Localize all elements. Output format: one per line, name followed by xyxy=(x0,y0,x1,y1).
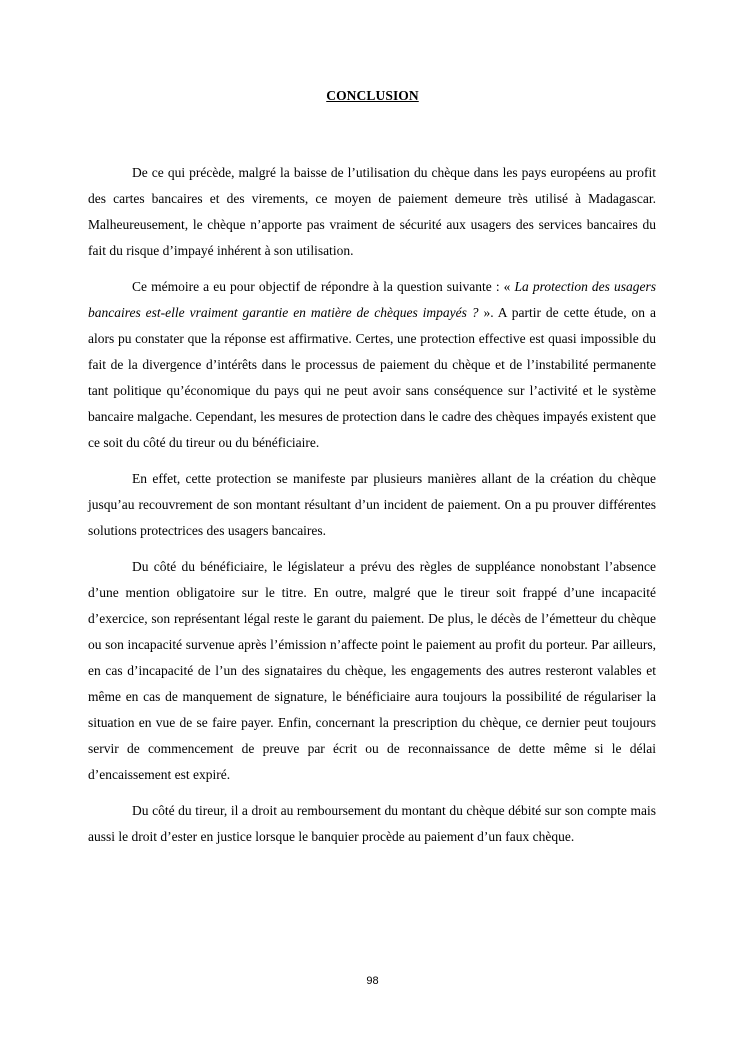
paragraph-2-rest: ». A partir de cette étude, on a alors pu constater que la réponse est affirmative. Certes, une protection effective est quasi impossible du fait de la divergence d’intérêts dans le processus de paiement du chèque et de l’instabilité permanente tant politique qu’économique du pays qui ne peut avoir sans conséquence sur l’activité et le système bancaire malgache. Cependant, les mesures de protection dans le cadre des chèques impayés existent que ce soit du côté du tireur ou du bénéficiaire. xyxy=(88,305,656,450)
page-number: 98 xyxy=(366,975,379,987)
research-question: La protection des usagers bancaires est-elle vraiment garantie en matière de chèques impayés ? xyxy=(88,279,656,320)
page-title: CONCLUSION xyxy=(326,88,419,103)
paragraph-4: Du côté du bénéficiaire, le législateur a prévu des règles de suppléance nonobstant l’absence d’une mention obligatoire sur le titre. En outre, malgré que le tireur soit frappé d’une incapacité d’exercice, son représentant légal reste le garant du paiement. De plus, le décès de l’émetteur du chèque ou son incapacité survenue après l’émission n’affecte point le paiement au profit du porteur. Par ailleurs, en cas d’incapacité de l’un des signataires du chèque, les engagements des autres resteront valables et même en cas de manquement de signature, le bénéficiaire aura toujours la possibilité de régulariser la situation en vue de se faire payer. Enfin, concernant la prescription du chèque, ce dernier peut toujours servir de commencement de preuve par écrit ou de reconnaissance de dette même si le délai d’encaissement est expiré. xyxy=(88,559,656,782)
paragraph-5: Du côté du tireur, il a droit au remboursement du montant du chèque débité sur son compte mais aussi le droit d’ester en justice lorsque le banquier procède au paiement d’un faux chèque. xyxy=(88,803,656,844)
body-text xyxy=(88,160,656,860)
paragraph-3: En effet, cette protection se manifeste par plusieurs manières allant de la création du chèque jusqu’au recouvrement de son montant résultant d’un incident de paiement. On a pu prouver différentes solutions protectrices des usagers bancaires. xyxy=(88,471,656,538)
paragraph-2-lead: Ce mémoire a eu pour objectif de répondre à la question suivante : « xyxy=(132,279,515,294)
paragraph-2 xyxy=(88,274,656,456)
paragraph-1: De ce qui précède, malgré la baisse de l’utilisation du chèque dans les pays européens au profit des cartes bancaires et des virements, ce moyen de paiement demeure très utilisé à Madagascar. Malheureusement, le chèque n’apporte pas vraiment de sécurité aux usagers des services bancaires du fait du risque d’impayé inhérent à son utilisation. xyxy=(88,165,656,258)
